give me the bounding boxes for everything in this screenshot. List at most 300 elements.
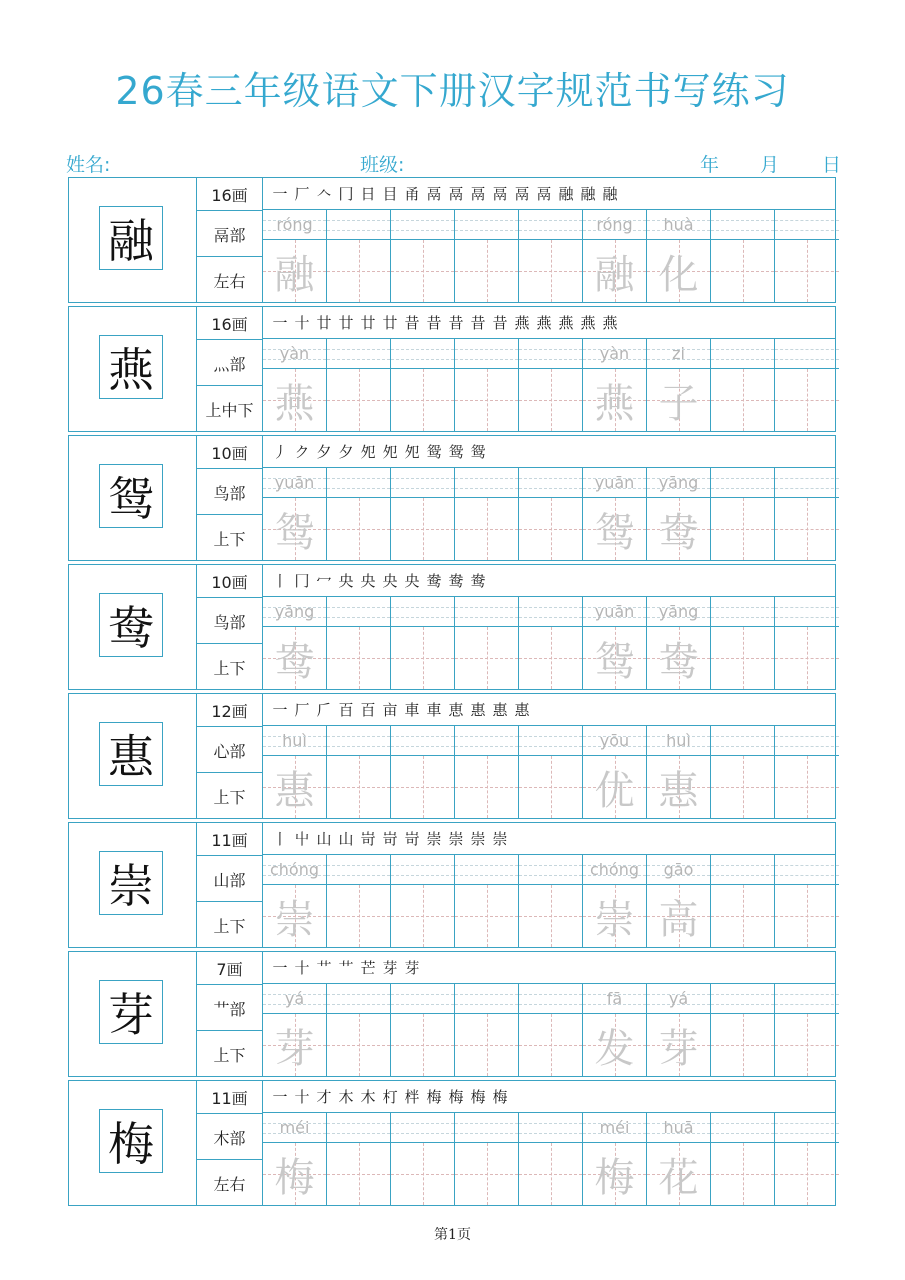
tianzige-grid xyxy=(583,627,646,689)
stroke-step: 屮 xyxy=(294,830,310,848)
char-info xyxy=(197,952,263,1076)
stroke-step: 燕 xyxy=(580,314,596,332)
writing-cell[interactable] xyxy=(519,855,583,947)
trace-char xyxy=(711,885,774,947)
tianzige-grid xyxy=(775,1143,839,1205)
trace-char xyxy=(519,885,582,947)
stroke-order-row xyxy=(263,436,835,468)
trace-char xyxy=(327,756,390,818)
pinyin-grid xyxy=(455,855,518,885)
writing-cell[interactable] xyxy=(455,468,519,560)
writing-cell[interactable] xyxy=(327,726,391,818)
radical: 鸟部 xyxy=(197,468,262,515)
writing-cell[interactable] xyxy=(263,597,327,689)
char-info xyxy=(197,307,263,431)
tianzige-grid xyxy=(775,1014,839,1076)
stroke-step: 冂 xyxy=(338,185,354,203)
writing-cell[interactable] xyxy=(327,468,391,560)
stroke-step: 鬲 xyxy=(514,185,530,203)
stroke-step: 丿 xyxy=(272,443,288,461)
pinyin-grid xyxy=(775,1113,839,1143)
stroke-step: 艹 xyxy=(338,959,354,977)
stroke-step: 夕 xyxy=(338,443,354,461)
trace-char xyxy=(775,369,839,431)
pinyin-grid xyxy=(647,468,710,498)
writing-cell[interactable] xyxy=(711,210,775,302)
trace-char xyxy=(455,369,518,431)
trace-char xyxy=(775,498,839,560)
pinyin-grid xyxy=(711,1113,774,1143)
char-info xyxy=(197,178,263,302)
trace-char xyxy=(519,498,582,560)
radical: 艹部 xyxy=(197,984,262,1031)
pinyin-text: yàn xyxy=(279,344,310,363)
main-char-cell xyxy=(69,565,197,689)
main-char-cell xyxy=(69,307,197,431)
writing-cell[interactable] xyxy=(583,339,647,431)
trace-char xyxy=(327,1143,390,1205)
writing-cell[interactable] xyxy=(391,210,455,302)
tianzige-grid xyxy=(263,885,326,947)
writing-cell[interactable] xyxy=(647,984,711,1076)
stroke-step: 丨 xyxy=(272,830,288,848)
structure: 上下 xyxy=(197,514,262,561)
pinyin-grid xyxy=(327,597,390,627)
pinyin-grid xyxy=(775,984,839,1014)
pinyin-grid xyxy=(327,1113,390,1143)
tianzige-grid xyxy=(711,756,774,818)
writing-cell[interactable] xyxy=(391,984,455,1076)
stroke-step: 一 xyxy=(272,1088,288,1106)
structure: 上下 xyxy=(197,643,262,690)
trace-char xyxy=(775,756,839,818)
main-char: 鸳 xyxy=(99,464,163,528)
pinyin-grid xyxy=(327,855,390,885)
writing-cell[interactable] xyxy=(647,339,711,431)
stroke-step: 厂 xyxy=(294,185,310,203)
main-char-cell xyxy=(69,823,197,947)
writing-cell[interactable] xyxy=(455,339,519,431)
tianzige-grid xyxy=(327,885,390,947)
pinyin-text: méi xyxy=(279,1118,310,1137)
writing-cell[interactable] xyxy=(327,855,391,947)
pinyin-text: yāng xyxy=(658,473,699,492)
writing-cell[interactable] xyxy=(519,339,583,431)
tianzige-grid xyxy=(327,369,390,431)
stroke-order-row xyxy=(263,178,835,210)
writing-cell[interactable] xyxy=(455,855,519,947)
stroke-step: 融 xyxy=(558,185,574,203)
pinyin-grid xyxy=(583,1113,646,1143)
trace-char xyxy=(391,1014,454,1076)
trace-char xyxy=(391,240,454,302)
trace-char xyxy=(327,240,390,302)
pinyin-grid xyxy=(647,726,710,756)
writing-cell[interactable] xyxy=(455,726,519,818)
pinyin-grid xyxy=(519,597,582,627)
tianzige-grid xyxy=(711,369,774,431)
stroke-step: 梅 xyxy=(470,1088,486,1106)
tianzige-grid xyxy=(519,1014,582,1076)
pinyin-grid xyxy=(647,210,710,240)
writing-cell[interactable] xyxy=(391,1113,455,1205)
pinyin-grid xyxy=(647,597,710,627)
main-char: 梅 xyxy=(99,1109,163,1173)
trace-char xyxy=(391,756,454,818)
tianzige-grid xyxy=(775,240,839,302)
writing-cell[interactable] xyxy=(583,1113,647,1205)
writing-cell[interactable] xyxy=(327,1113,391,1205)
writing-cell[interactable] xyxy=(775,597,839,689)
stroke-count: 7画 xyxy=(216,959,243,979)
tianzige-grid xyxy=(647,1014,710,1076)
stroke-step: 燕 xyxy=(514,314,530,332)
stroke-step: 一 xyxy=(272,701,288,719)
tianzige-grid xyxy=(711,240,774,302)
writing-cell[interactable] xyxy=(583,726,647,818)
writing-cell[interactable] xyxy=(455,597,519,689)
tianzige-grid xyxy=(519,369,582,431)
trace-char xyxy=(327,498,390,560)
trace-char xyxy=(711,1014,774,1076)
trace-char: 惠 xyxy=(658,767,699,814)
writing-cell[interactable] xyxy=(711,1113,775,1205)
stroke-step: 鸳 xyxy=(448,443,464,461)
writing-cell[interactable] xyxy=(327,339,391,431)
stroke-step: 才 xyxy=(316,1088,332,1106)
trace-char: 鸯 xyxy=(658,638,699,685)
pinyin-text: yàn xyxy=(599,344,630,363)
stroke-step: 𠆢 xyxy=(316,185,332,203)
writing-cell[interactable] xyxy=(775,1113,839,1205)
radical: 山部 xyxy=(197,855,262,902)
trace-char: 融 xyxy=(594,251,635,298)
writing-cell[interactable] xyxy=(711,726,775,818)
stroke-step: 柈 xyxy=(404,1088,420,1106)
writing-cell[interactable] xyxy=(391,855,455,947)
tianzige-grid xyxy=(519,627,582,689)
writing-cell[interactable] xyxy=(711,984,775,1076)
writing-cell[interactable] xyxy=(647,855,711,947)
pinyin-grid xyxy=(455,726,518,756)
stroke-count: 16画 xyxy=(211,314,248,334)
pinyin-text: zi xyxy=(672,344,685,363)
tianzige-grid xyxy=(519,498,582,560)
pinyin-text: yuān xyxy=(594,473,635,492)
stroke-step: 昔 xyxy=(448,314,464,332)
pinyin-text: huà xyxy=(663,215,694,234)
main-char-cell xyxy=(69,1081,197,1205)
tianzige-grid xyxy=(583,369,646,431)
stroke-step: 岢 xyxy=(360,830,376,848)
writing-cell[interactable] xyxy=(711,855,775,947)
pinyin-grid xyxy=(519,1113,582,1143)
writing-cell[interactable] xyxy=(775,210,839,302)
pinyin-text: yōu xyxy=(599,731,630,750)
pinyin-grid xyxy=(711,210,774,240)
pinyin-text: yuān xyxy=(274,473,315,492)
main-char-cell xyxy=(69,694,197,818)
writing-cell[interactable] xyxy=(647,726,711,818)
pinyin-grid xyxy=(455,597,518,627)
pinyin-grid xyxy=(455,210,518,240)
writing-cell[interactable] xyxy=(519,210,583,302)
stroke-step: 融 xyxy=(602,185,618,203)
stroke-step: 岢 xyxy=(404,830,420,848)
pinyin-grid xyxy=(391,984,454,1014)
character-block xyxy=(68,564,836,690)
tianzige-grid xyxy=(391,369,454,431)
pinyin-grid xyxy=(583,339,646,369)
stroke-count: 10画 xyxy=(211,443,248,463)
writing-cell[interactable] xyxy=(519,984,583,1076)
writing-cell[interactable] xyxy=(327,597,391,689)
stroke-step: 丨 xyxy=(272,572,288,590)
character-block xyxy=(68,693,836,819)
writing-cell[interactable] xyxy=(583,468,647,560)
writing-cell[interactable] xyxy=(455,984,519,1076)
stroke-step: 鬲 xyxy=(492,185,508,203)
writing-cell[interactable] xyxy=(327,984,391,1076)
tianzige-grid xyxy=(775,498,839,560)
main-char-cell xyxy=(69,436,197,560)
writing-cell[interactable] xyxy=(775,468,839,560)
tianzige-grid xyxy=(711,885,774,947)
trace-char xyxy=(711,756,774,818)
writing-cell[interactable] xyxy=(711,468,775,560)
stroke-step: 夕 xyxy=(316,443,332,461)
stroke-step: 亩 xyxy=(382,701,398,719)
tianzige-grid xyxy=(327,1143,390,1205)
year-label: 年 xyxy=(700,154,720,176)
trace-char xyxy=(519,369,582,431)
writing-cell[interactable] xyxy=(263,468,327,560)
writing-cell[interactable] xyxy=(391,339,455,431)
character-block xyxy=(68,177,836,303)
writing-cell[interactable] xyxy=(775,339,839,431)
stroke-step: 芒 xyxy=(360,959,376,977)
stroke-step: 木 xyxy=(338,1088,354,1106)
stroke-step: 廿 xyxy=(338,314,354,332)
writing-cell[interactable] xyxy=(519,726,583,818)
trace-char xyxy=(519,1014,582,1076)
writing-cell[interactable] xyxy=(327,210,391,302)
tianzige-grid xyxy=(391,885,454,947)
tianzige-grid xyxy=(455,756,518,818)
stroke-step: ク xyxy=(294,443,310,461)
stroke-step: 十 xyxy=(294,1088,310,1106)
tianzige-grid xyxy=(519,756,582,818)
pinyin-grid xyxy=(519,855,582,885)
trace-char xyxy=(455,1143,518,1205)
trace-char xyxy=(327,885,390,947)
writing-cell[interactable] xyxy=(263,726,327,818)
main-char: 鸯 xyxy=(99,593,163,657)
trace-char: 崇 xyxy=(594,896,635,943)
writing-cell[interactable] xyxy=(391,468,455,560)
tianzige-grid xyxy=(647,369,710,431)
tianzige-grid xyxy=(519,1143,582,1205)
stroke-step: 山 xyxy=(316,830,332,848)
trace-char xyxy=(327,627,390,689)
pinyin-grid xyxy=(583,984,646,1014)
stroke-step: 央 xyxy=(404,572,420,590)
writing-cell[interactable] xyxy=(583,210,647,302)
writing-cell[interactable] xyxy=(775,726,839,818)
stroke-step: 惠 xyxy=(514,701,530,719)
trace-char xyxy=(775,1143,839,1205)
pinyin-grid xyxy=(391,1113,454,1143)
pinyin-grid xyxy=(711,984,774,1014)
character-block xyxy=(68,951,836,1077)
pinyin-grid xyxy=(263,855,326,885)
trace-char: 化 xyxy=(658,251,699,298)
stroke-step: 梅 xyxy=(426,1088,442,1106)
tianzige-grid xyxy=(263,498,326,560)
stroke-step: 芽 xyxy=(404,959,420,977)
writing-cell[interactable] xyxy=(263,1113,327,1205)
pinyin-grid xyxy=(519,339,582,369)
stroke-step: 冖 xyxy=(316,572,332,590)
pinyin-grid xyxy=(519,984,582,1014)
stroke-step: 昔 xyxy=(426,314,442,332)
stroke-step: 夗 xyxy=(360,443,376,461)
trace-char: 燕 xyxy=(594,380,635,427)
writing-cell[interactable] xyxy=(711,339,775,431)
writing-cell[interactable] xyxy=(455,210,519,302)
pinyin-grid xyxy=(711,468,774,498)
pinyin-grid xyxy=(263,597,326,627)
structure: 上下 xyxy=(197,901,262,948)
writing-cell[interactable] xyxy=(647,1113,711,1205)
pinyin-text: yá xyxy=(668,989,689,1008)
stroke-step: 一 xyxy=(272,314,288,332)
tianzige-grid xyxy=(263,756,326,818)
writing-cell[interactable] xyxy=(647,210,711,302)
pinyin-grid xyxy=(647,1113,710,1143)
tianzige-grid xyxy=(263,1143,326,1205)
tianzige-grid xyxy=(775,627,839,689)
stroke-step: 鸯 xyxy=(470,572,486,590)
stroke-step: 甬 xyxy=(404,185,420,203)
trace-char xyxy=(391,1143,454,1205)
writing-cell[interactable] xyxy=(519,1113,583,1205)
writing-cell[interactable] xyxy=(775,855,839,947)
writing-cell[interactable] xyxy=(519,597,583,689)
stroke-step: 車 xyxy=(404,701,420,719)
tianzige-grid xyxy=(583,1143,646,1205)
trace-char xyxy=(711,240,774,302)
trace-char: 惠 xyxy=(274,767,315,814)
tianzige-grid xyxy=(391,627,454,689)
trace-char xyxy=(519,240,582,302)
stroke-step: 𠂆 xyxy=(316,701,332,719)
stroke-order-row xyxy=(263,307,835,339)
stroke-step: 一 xyxy=(272,185,288,203)
main-char: 芽 xyxy=(99,980,163,1044)
writing-cell[interactable] xyxy=(263,855,327,947)
trace-char xyxy=(775,627,839,689)
writing-cell[interactable] xyxy=(711,597,775,689)
pinyin-grid xyxy=(327,339,390,369)
stroke-step: 惠 xyxy=(492,701,508,719)
tianzige-grid xyxy=(391,498,454,560)
writing-cell[interactable] xyxy=(519,468,583,560)
tianzige-grid xyxy=(583,498,646,560)
pinyin-grid xyxy=(647,855,710,885)
writing-cell[interactable] xyxy=(583,855,647,947)
pinyin-grid xyxy=(519,726,582,756)
pinyin-text: gāo xyxy=(663,860,694,879)
pinyin-grid xyxy=(775,468,839,498)
stroke-step: 一 xyxy=(272,959,288,977)
stroke-step: 崇 xyxy=(470,830,486,848)
stroke-step: 廿 xyxy=(316,314,332,332)
writing-cell[interactable] xyxy=(455,1113,519,1205)
radical: 心部 xyxy=(197,726,262,773)
pinyin-grid xyxy=(583,210,646,240)
tianzige-grid xyxy=(455,627,518,689)
writing-cell[interactable] xyxy=(647,597,711,689)
stroke-step: 梅 xyxy=(492,1088,508,1106)
writing-cell[interactable] xyxy=(391,726,455,818)
tianzige-grid xyxy=(519,885,582,947)
tianzige-grid xyxy=(455,885,518,947)
radical: 鬲部 xyxy=(197,210,262,257)
tianzige-grid xyxy=(519,240,582,302)
radical: 鸟部 xyxy=(197,597,262,644)
writing-cell[interactable] xyxy=(583,984,647,1076)
trace-char: 芽 xyxy=(658,1025,699,1072)
trace-char xyxy=(711,498,774,560)
tianzige-grid xyxy=(455,240,518,302)
structure: 上中下 xyxy=(197,385,262,432)
pinyin-text: huā xyxy=(663,1118,694,1137)
main-char-cell xyxy=(69,952,197,1076)
tianzige-grid xyxy=(711,1143,774,1205)
tianzige-grid xyxy=(391,240,454,302)
stroke-step: 夗 xyxy=(404,443,420,461)
stroke-step: 百 xyxy=(338,701,354,719)
tianzige-grid xyxy=(455,369,518,431)
writing-cell[interactable] xyxy=(263,210,327,302)
pinyin-text: méi xyxy=(599,1118,630,1137)
pinyin-grid xyxy=(775,210,839,240)
writing-cell[interactable] xyxy=(647,468,711,560)
pinyin-text: yāng xyxy=(658,602,699,621)
writing-cell[interactable] xyxy=(263,984,327,1076)
writing-cell[interactable] xyxy=(583,597,647,689)
writing-cell[interactable] xyxy=(263,339,327,431)
pinyin-grid xyxy=(775,597,839,627)
stroke-step: 恵 xyxy=(448,701,464,719)
trace-char: 鸳 xyxy=(594,638,635,685)
tianzige-grid xyxy=(647,756,710,818)
structure: 上下 xyxy=(197,772,262,819)
tianzige-grid xyxy=(583,885,646,947)
stroke-step: 鸳 xyxy=(470,443,486,461)
tianzige-grid xyxy=(775,369,839,431)
char-info xyxy=(197,1081,263,1205)
tianzige-grid xyxy=(391,756,454,818)
stroke-step: 十 xyxy=(294,314,310,332)
pinyin-grid xyxy=(391,855,454,885)
pinyin-grid xyxy=(455,1113,518,1143)
writing-cell[interactable] xyxy=(775,984,839,1076)
stroke-step: 木 xyxy=(360,1088,376,1106)
writing-cell[interactable] xyxy=(391,597,455,689)
trace-char xyxy=(327,369,390,431)
